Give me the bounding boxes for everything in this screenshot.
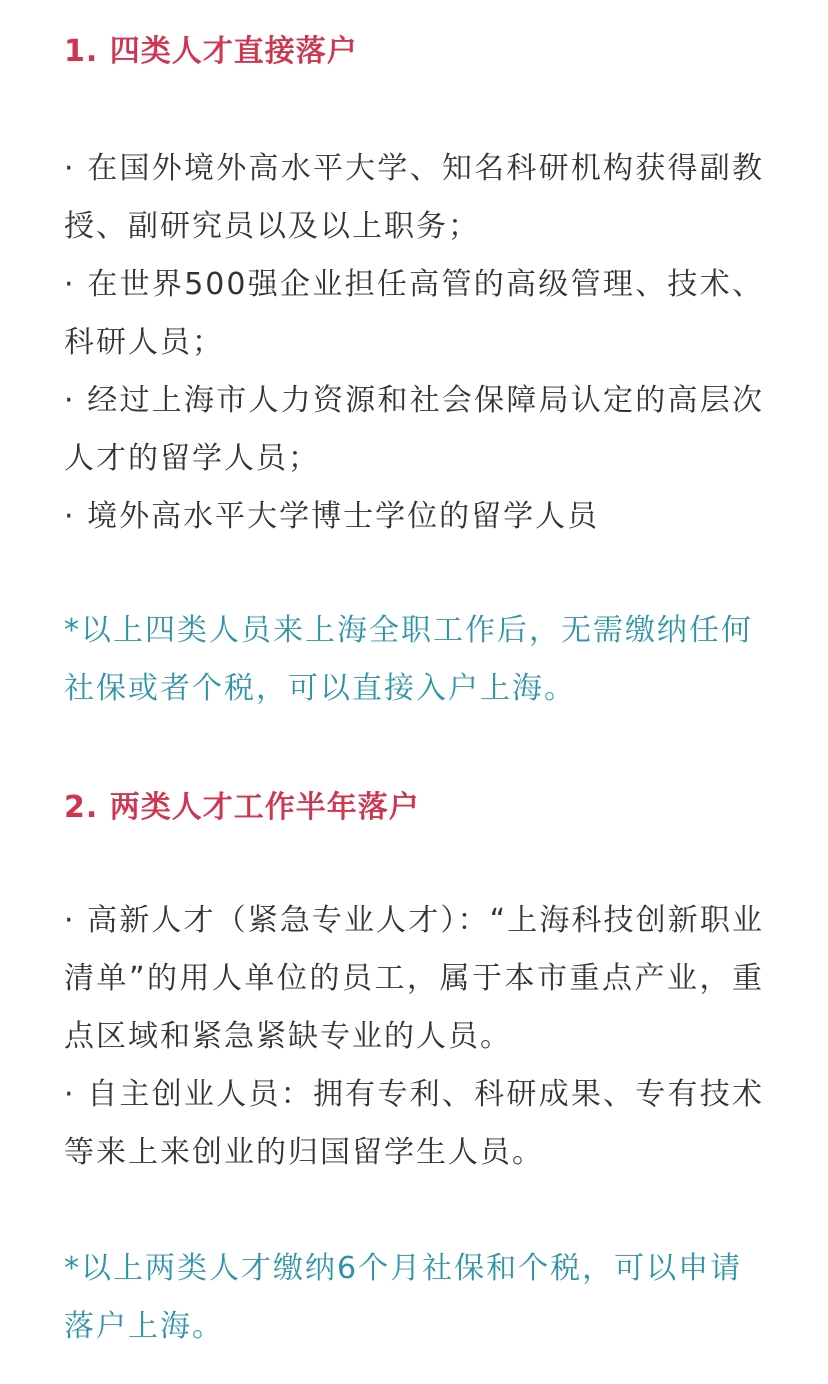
section-1-list [64, 140, 764, 546]
section-2-heading: 2. 两类人才工作半年落户 [64, 790, 420, 825]
list-item: · 在国外境外高水平大学、知名科研机构获得副教授、副研究员以及以上职务； [64, 151, 764, 244]
list-item: · 自主创业人员：拥有专利、科研成果、专有技术等来上来创业的归国留学生人员。 [64, 1077, 764, 1170]
section-2-note: *以上两类人才缴纳6个月社保和个税，可以申请落户上海。 [64, 1251, 743, 1344]
list-item: · 在世界500强企业担任高管的高级管理、技术、科研人员； [64, 267, 764, 360]
section-2-list [64, 892, 764, 1182]
list-item: · 境外高水平大学博士学位的留学人员 [64, 499, 600, 534]
list-item: · 经过上海市人力资源和社会保障局认定的高层次人才的留学人员； [64, 383, 764, 476]
list-item: · 高新人才（紧急专业人才）：“上海科技创新职业清单”的用人单位的员工，属于本市重点产业，重点区域和紧急紧缺专业的人员。 [64, 903, 764, 1054]
section-1-heading: 1. 四类人才直接落户 [64, 34, 358, 69]
section-1-note: *以上四类人员来上海全职工作后，无需缴纳任何社保或者个税，可以直接入户上海。 [64, 613, 753, 706]
